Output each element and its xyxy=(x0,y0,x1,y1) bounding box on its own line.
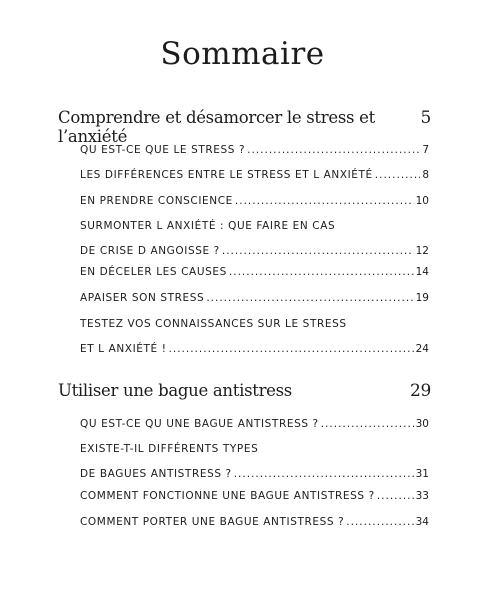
toc-entry-page: 34 xyxy=(415,516,429,528)
toc-entry[interactable] xyxy=(80,443,429,481)
toc-entry-page: 10 xyxy=(415,195,429,207)
dot-leader xyxy=(346,516,413,529)
toc-entry-page: 33 xyxy=(415,490,429,502)
toc-entry-page: 8 xyxy=(422,169,429,181)
toc-entry[interactable] xyxy=(80,490,429,503)
chapter-heading-2[interactable] xyxy=(58,381,431,401)
toc-entry[interactable] xyxy=(80,220,429,258)
toc-entry[interactable] xyxy=(80,418,429,431)
toc-entry[interactable] xyxy=(80,195,429,208)
chapter-title: Comprendre et désamorcer le stress et l’anxiété xyxy=(58,108,375,146)
toc-entry-page: 24 xyxy=(415,343,429,355)
toc-entry-page: 7 xyxy=(422,144,429,156)
chapter-page-number: 5 xyxy=(420,108,431,128)
toc-entry-label: ET L ANXIÉTÉ ! xyxy=(80,343,167,355)
toc-entry-label: COMMENT PORTER UNE BAGUE ANTISTRESS ? xyxy=(80,516,345,528)
page-title: Sommaire xyxy=(160,36,325,72)
dot-leader xyxy=(321,418,414,431)
toc-entry-label: EN PRENDRE CONSCIENCE xyxy=(80,195,233,207)
dot-leader xyxy=(235,195,414,208)
toc-entry[interactable] xyxy=(80,292,429,305)
dot-leader xyxy=(206,292,413,305)
chapter-title: Utiliser une bague antistress xyxy=(58,381,292,400)
toc-entry[interactable] xyxy=(80,169,429,182)
toc-entry-label-line1: SURMONTER L ANXIÉTÉ : QUE FAIRE EN CAS xyxy=(80,220,336,232)
toc-entry-label: EN DÉCELER LES CAUSES xyxy=(80,266,227,278)
dot-leader xyxy=(375,169,421,182)
toc-entry-label: LES DIFFÉRENCES ENTRE LE STRESS ET L ANXIÉTÉ xyxy=(80,169,373,181)
toc-entry-label: QU EST-CE QUE LE STRESS ? xyxy=(80,144,246,156)
chapter-page-number: 29 xyxy=(409,381,431,401)
toc-entry[interactable] xyxy=(80,318,429,356)
dot-leader xyxy=(234,468,414,481)
toc-entry-page: 19 xyxy=(415,292,429,304)
toc-entry-label-line1: TESTEZ VOS CONNAISSANCES SUR LE STRESS xyxy=(80,318,347,330)
dot-leader xyxy=(247,144,420,157)
toc-entry-label: DE BAGUES ANTISTRESS ? xyxy=(80,468,232,480)
dot-leader xyxy=(222,245,414,258)
toc-entry[interactable] xyxy=(80,144,429,157)
toc-entry-label: APAISER SON STRESS xyxy=(80,292,205,304)
dot-leader xyxy=(229,266,414,279)
toc-entry-label: COMMENT FONCTIONNE UNE BAGUE ANTISTRESS ? xyxy=(80,490,375,502)
toc-entry-page: 30 xyxy=(415,418,429,430)
toc-entry[interactable] xyxy=(80,266,429,279)
toc-entry-label-line1: EXISTE-T-IL DIFFÉRENTS TYPES xyxy=(80,443,259,455)
toc-entry[interactable] xyxy=(80,516,429,529)
toc-entry-page: 31 xyxy=(415,468,429,480)
toc-entry-label: QU EST-CE QU UNE BAGUE ANTISTRESS ? xyxy=(80,418,319,430)
toc-entry-page: 12 xyxy=(415,245,429,257)
dot-leader xyxy=(169,343,414,356)
dot-leader xyxy=(377,490,414,503)
toc-entry-page: 14 xyxy=(415,266,429,278)
toc-entry-label: DE CRISE D ANGOISSE ? xyxy=(80,245,220,257)
chapter-heading-1[interactable] xyxy=(58,108,431,146)
